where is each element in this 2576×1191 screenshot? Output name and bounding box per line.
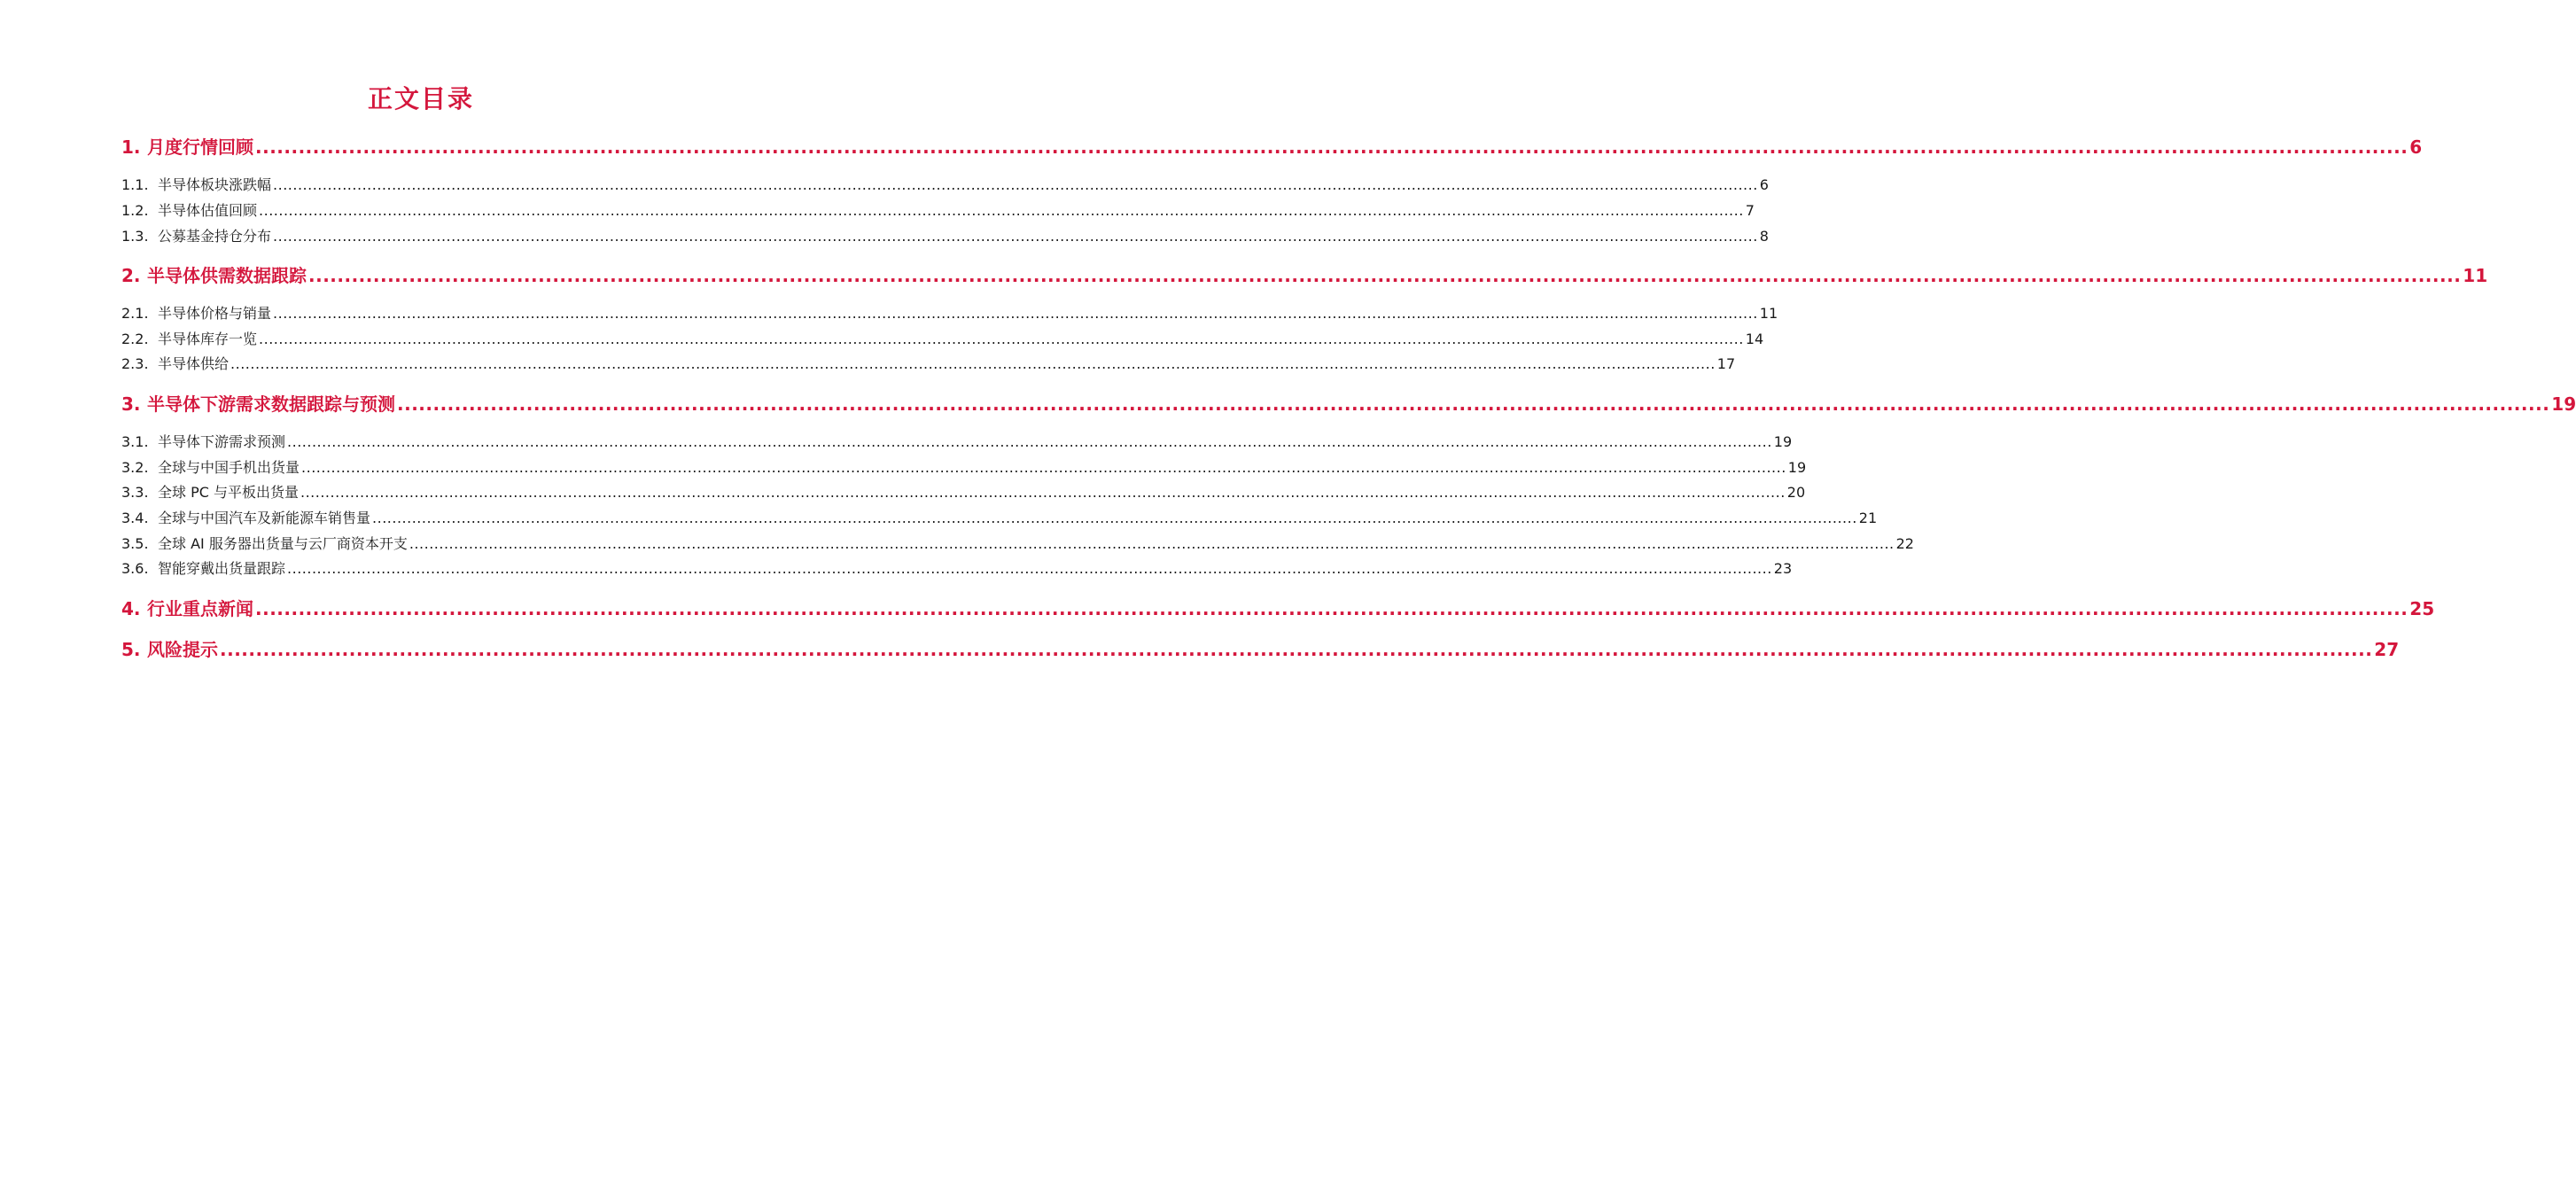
toc-entry-number: 1.1. — [121, 176, 149, 193]
toc-entry-1-1[interactable] — [121, 174, 1769, 194]
toc-entry-1[interactable] — [121, 133, 2423, 159]
leader-dots: ............................................................................................................................................................................................................................................................................................................ — [372, 510, 1857, 526]
toc-entry-label: 半导体下游需求预测 — [158, 433, 286, 450]
toc-entry-label: 半导体板块涨跌幅 — [158, 176, 272, 193]
toc-entry-page: 20 — [1786, 484, 1806, 501]
toc-entry-page: 25 — [2409, 598, 2435, 619]
toc-entry-label: 半导体供需数据跟踪 — [147, 265, 307, 286]
leader-dots: ............................................................................................................................................................................................................................................................................................................ — [300, 484, 1786, 501]
toc-entry-label: 全球与中国手机出货量 — [158, 459, 300, 476]
toc-entry-page: 8 — [1759, 228, 1769, 245]
toc-entry-2[interactable] — [121, 261, 2488, 287]
leader-dots: ............................................................................................................................................................................................................................................................................................................ — [220, 639, 2373, 660]
toc-entry-number: 1.3. — [121, 228, 149, 245]
leader-dots: ............................................................................................................................................................................................................................................................................................................ — [409, 535, 1895, 552]
toc-entry-number: 3. — [121, 393, 141, 415]
toc-entry-number: 3.5. — [121, 535, 149, 552]
toc-entry-2-3[interactable] — [121, 353, 1736, 373]
toc-entry-2-1[interactable] — [121, 302, 1778, 323]
toc-entry-page: 7 — [1745, 202, 1755, 219]
leader-dots: ............................................................................................................................................................................................................................................................................................................ — [273, 176, 1758, 193]
toc-entry-page: 27 — [2374, 639, 2400, 660]
toc-entry-number: 1.2. — [121, 202, 149, 219]
leader-dots: ............................................................................................................................................................................................................................................................................................................ — [287, 433, 1772, 450]
toc-entry-number: 2. — [121, 265, 141, 286]
toc-entry-3-3[interactable] — [121, 481, 1806, 502]
toc-entry-page: 23 — [1773, 560, 1793, 577]
toc-entry-label: 半导体价格与销量 — [158, 305, 272, 322]
toc-entry-3-2[interactable] — [121, 456, 1807, 477]
toc-entry-label: 智能穿戴出货量跟踪 — [158, 560, 286, 577]
toc-entry-page: 14 — [1745, 331, 1764, 347]
toc-entry-1-2[interactable] — [121, 199, 1755, 220]
toc-entry-page: 6 — [1759, 176, 1769, 193]
toc-entry-label: 半导体估值回顾 — [158, 202, 258, 219]
toc-entry-1-3[interactable] — [121, 225, 1769, 245]
toc-entry-page: 19 — [1787, 459, 1807, 476]
toc-entry-label: 风险提示 — [147, 639, 218, 660]
toc-entry-number: 3.1. — [121, 433, 149, 450]
toc-entry-number: 2.3. — [121, 355, 149, 372]
toc-entry-page: 21 — [1858, 510, 1878, 526]
toc-entry-page: 22 — [1895, 535, 1914, 552]
toc-entry-3-1[interactable] — [121, 431, 1793, 451]
toc-entry-3-5[interactable] — [121, 533, 1914, 553]
leader-dots: ............................................................................................................................................................................................................................................................................................................ — [255, 598, 2409, 619]
toc-entry-label: 半导体库存一览 — [158, 331, 258, 347]
leader-dots: ............................................................................................................................................................................................................................................................................................................ — [255, 136, 2409, 158]
toc-entry-label: 全球 AI 服务器出货量与云厂商资本开支 — [158, 535, 408, 552]
toc-entry-5[interactable] — [121, 635, 2400, 661]
leader-dots: ............................................................................................................................................................................................................................................................................................................ — [273, 305, 1758, 322]
leader-dots: ............................................................................................................................................................................................................................................................................................................ — [287, 560, 1772, 577]
toc-title: 正文目录 — [367, 84, 474, 113]
toc-entry-label: 半导体供给 — [158, 355, 230, 372]
toc-entry-3-4[interactable] — [121, 507, 1878, 527]
toc-entry-label: 全球与中国汽车及新能源车销售量 — [158, 510, 371, 526]
toc-entry-number: 1. — [121, 136, 141, 158]
toc-entry-page: 6 — [2409, 136, 2423, 158]
leader-dots: ............................................................................................................................................................................................................................................................................................................ — [259, 331, 1744, 347]
leader-dots: ............................................................................................................................................................................................................................................................................................................ — [397, 393, 2550, 415]
toc-entry-label: 半导体下游需求数据跟踪与预测 — [147, 393, 395, 415]
toc-entry-label: 行业重点新闻 — [147, 598, 253, 619]
leader-dots: ............................................................................................................................................................................................................................................................................................................ — [273, 228, 1758, 245]
toc-entry-3-6[interactable] — [121, 557, 1793, 578]
leader-dots: ............................................................................................................................................................................................................................................................................................................ — [230, 355, 1716, 372]
toc-entry-number: 2.1. — [121, 305, 149, 322]
toc-entry-number: 3.4. — [121, 510, 149, 526]
leader-dots: ............................................................................................................................................................................................................................................................................................................ — [308, 265, 2462, 286]
toc-entry-page: 17 — [1716, 355, 1736, 372]
toc-entry-4[interactable] — [121, 595, 2435, 620]
toc-entry-label: 月度行情回顾 — [147, 136, 253, 158]
toc-entry-number: 2.2. — [121, 331, 149, 347]
toc-entry-label: 全球 PC 与平板出货量 — [158, 484, 299, 501]
toc-entry-page: 19 — [1773, 433, 1793, 450]
toc-entry-number: 5. — [121, 639, 141, 660]
toc-entry-2-2[interactable] — [121, 328, 1764, 348]
leader-dots: ............................................................................................................................................................................................................................................................................................................ — [301, 459, 1786, 476]
toc-entry-page: 11 — [1759, 305, 1778, 322]
toc-entry-number: 3.2. — [121, 459, 149, 476]
leader-dots: ............................................................................................................................................................................................................................................................................................................ — [259, 202, 1744, 219]
toc-entry-label: 公募基金持仓分布 — [158, 228, 272, 245]
toc-entry-number: 3.6. — [121, 560, 149, 577]
toc-entry-number: 3.3. — [121, 484, 149, 501]
toc-entry-page: 11 — [2463, 265, 2488, 286]
toc-entry-3[interactable] — [121, 390, 2576, 416]
toc-entry-page: 19 — [2551, 393, 2576, 415]
toc-entry-number: 4. — [121, 598, 141, 619]
